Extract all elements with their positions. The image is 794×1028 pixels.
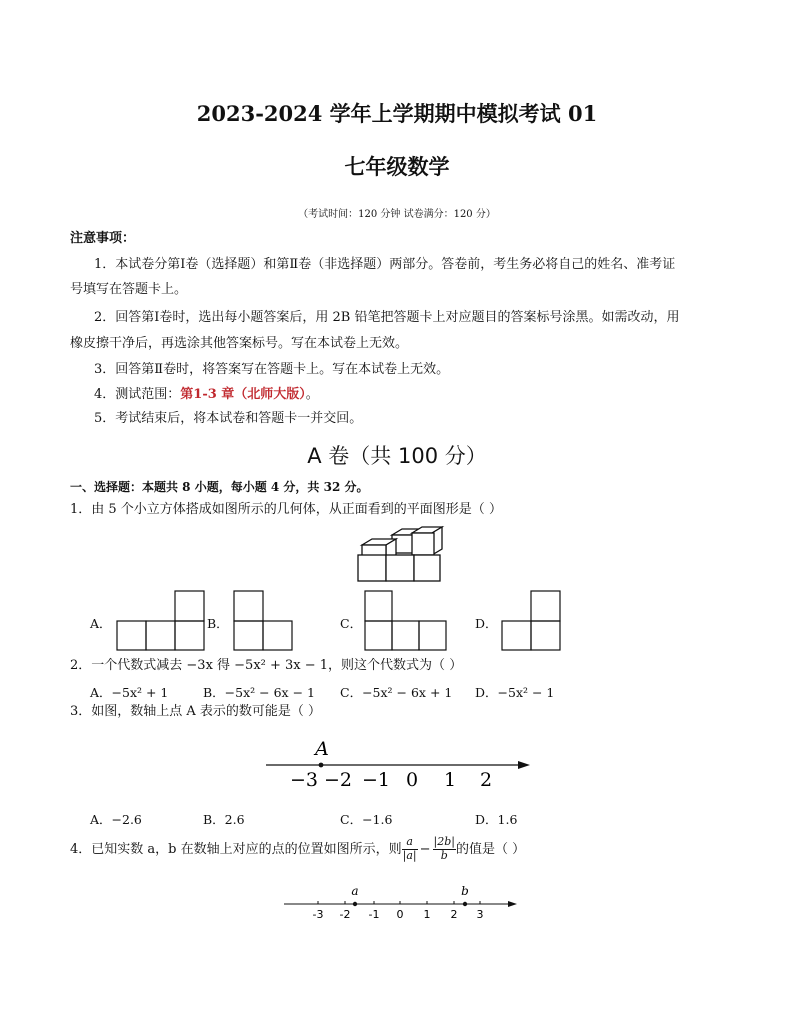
q4-number-line bbox=[282, 880, 522, 922]
q3-option-d[interactable]: D．1.6 bbox=[475, 812, 518, 827]
q2-option-c[interactable]: C．−5x² − 6x + 1 bbox=[340, 685, 453, 700]
notice-heading: 注意事项： bbox=[70, 231, 136, 246]
notice-item-3: 3．回答第Ⅱ卷时，将答案写在答题卡上。写在本试卷上无效。 bbox=[94, 362, 450, 377]
q3-tick-label: 0 bbox=[405, 769, 419, 791]
q3-tick-label: −1 bbox=[361, 769, 391, 791]
notice-item-2-cont: 橡皮擦干净后，再选涂其他答案标号。写在本试卷上无效。 bbox=[70, 336, 409, 351]
part-1-heading: 一、选择题：本题共 8 小题，每小题 4 分，共 32 分。 bbox=[70, 480, 369, 494]
q2-option-b[interactable]: B．−5x² − 6x − 1 bbox=[203, 685, 315, 700]
q4-point-b-label: b bbox=[461, 884, 469, 898]
q4-point-a-label: a bbox=[351, 884, 359, 898]
q4-point-b bbox=[463, 902, 467, 906]
q3-tick-label: 2 bbox=[479, 769, 493, 791]
q4-fraction-a: $\frac{a}{|a|}$ bbox=[402, 835, 417, 862]
q1-option-b-figure[interactable] bbox=[233, 590, 295, 652]
page-title: 2023-2024 学年上学期期中模拟考试 01 bbox=[196, 101, 598, 126]
q3-point-a bbox=[319, 763, 324, 768]
q1-option-c-figure[interactable] bbox=[364, 590, 448, 652]
section-a-title: A 卷（共 100 分） bbox=[307, 444, 487, 468]
q3-tick-label: −3 bbox=[289, 769, 319, 791]
q3-axis-arrow bbox=[518, 761, 530, 769]
notice-item-1-cont: 号填写在答题卡上。 bbox=[70, 282, 188, 297]
q1-stem: 1．由 5 个小立方体搭成如图所示的几何体，从正面看到的平面图形是（ ） bbox=[70, 502, 502, 517]
q1-option-a-figure[interactable] bbox=[116, 590, 206, 652]
notice-item-1: 1．本试卷分第Ⅰ卷（选择题）和第Ⅱ卷（非选择题）两部分。答卷前，考生务必将自己的姓名、准考证 bbox=[94, 257, 676, 272]
notice-item-4: 4．测试范围：第1-3 章（北师大版）。 bbox=[94, 387, 319, 402]
q3-stem: 3．如图，数轴上点 A 表示的数可能是（ ） bbox=[70, 704, 322, 719]
q4-tick-label: 3 bbox=[476, 908, 484, 921]
q1-option-d-figure[interactable] bbox=[501, 590, 563, 652]
q4-fraction-b: $\frac{|2b|}{b}$ bbox=[433, 835, 455, 862]
q4-tick-label: 1 bbox=[423, 908, 431, 921]
test-range: 第1-3 章（北师大版） bbox=[180, 387, 306, 402]
q1-solid-figure bbox=[348, 525, 448, 585]
q2-stem: 2．一个代数式减去 −3x 得 −5x² + 3x − 1，则这个代数式为（ ） bbox=[70, 658, 463, 673]
q3-option-a[interactable]: A．−2.6 bbox=[90, 812, 142, 827]
q3-point-a-label: A bbox=[315, 738, 329, 760]
q3-number-line bbox=[262, 735, 534, 793]
q3-option-c[interactable]: C．−1.6 bbox=[340, 812, 393, 827]
q2-option-a[interactable]: A．−5x² + 1 bbox=[90, 685, 169, 700]
exam-info: （考试时间：120 分钟 试卷满分：120 分） bbox=[298, 209, 496, 220]
q4-stem: 4．已知实数 a，b 在数轴上对应的点的位置如图所示，则 $\frac{a}{|a|}$ − $\frac{|2b|}{b}$ 的值是（ ） bbox=[70, 835, 526, 862]
q4-tick-label: 0 bbox=[396, 908, 404, 921]
q4-point-a bbox=[353, 902, 357, 906]
q4-tick-label: -1 bbox=[368, 908, 380, 921]
q1-option-c-label[interactable]: C． bbox=[340, 616, 363, 631]
q1-option-b-label[interactable]: B． bbox=[207, 616, 229, 631]
page-subtitle: 七年级数学 bbox=[344, 154, 450, 179]
q2-option-d[interactable]: D．−5x² − 1 bbox=[475, 685, 555, 700]
q3-option-b[interactable]: B．2.6 bbox=[203, 812, 245, 827]
q4-tick-label: 2 bbox=[450, 908, 458, 921]
q4-tick-label: -3 bbox=[312, 908, 324, 921]
q3-tick-label: −2 bbox=[323, 769, 353, 791]
q1-option-a-label[interactable]: A． bbox=[90, 616, 112, 631]
q4-tick-label: -2 bbox=[339, 908, 351, 921]
notice-item-2: 2．回答第Ⅰ卷时，选出每小题答案后，用 2B 铅笔把答题卡上对应题目的答案标号涂黑。如需改动，用 bbox=[94, 310, 680, 325]
q1-option-d-label[interactable]: D． bbox=[475, 616, 498, 631]
notice-item-5: 5．考试结束后，将本试卷和答题卡一并交回。 bbox=[94, 411, 363, 426]
q3-tick-label: 1 bbox=[443, 769, 457, 791]
